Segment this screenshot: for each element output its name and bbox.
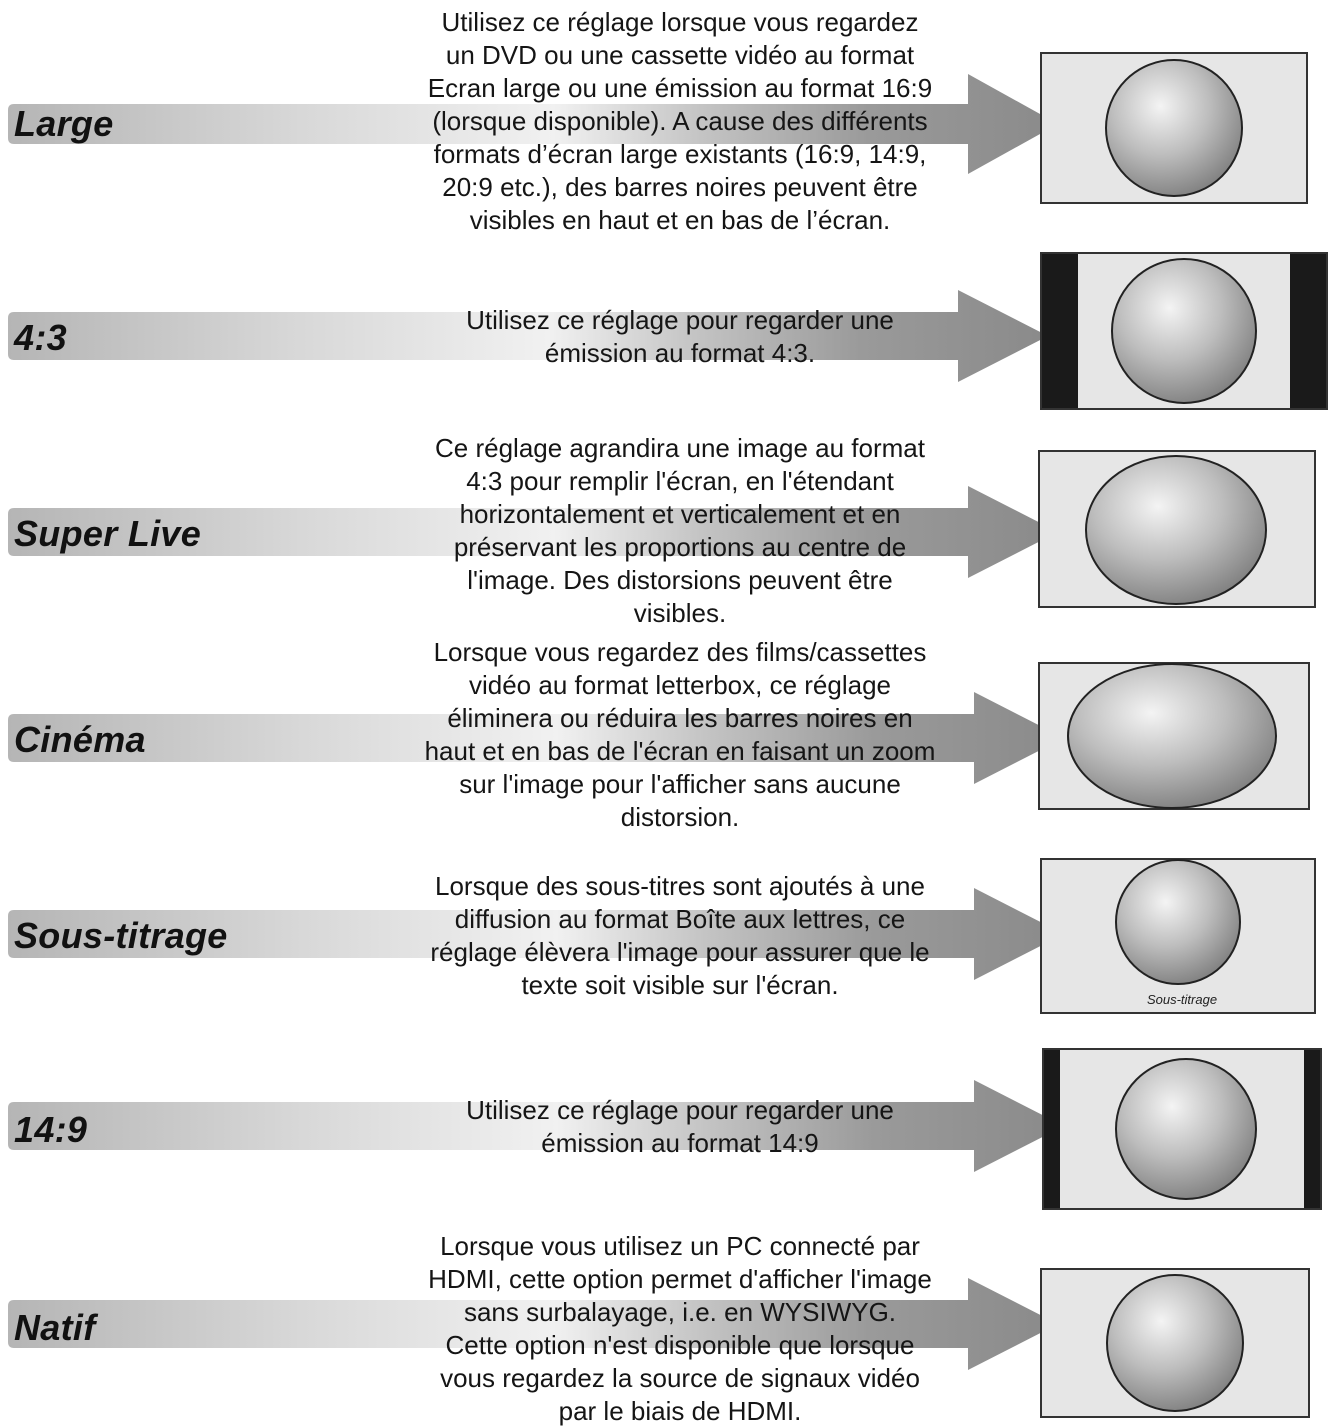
picture-circle-icon [1116, 1059, 1256, 1199]
picture-circle-icon [1112, 259, 1256, 403]
mode-label: Sous-titrage [14, 915, 228, 956]
mode-row-sous-titrage [0, 840, 1328, 1030]
mode-label: 4:3 [14, 317, 67, 358]
mode-row-4-3 [0, 240, 1328, 430]
mode-description: Utilisez ce réglage pour regarder une émission au format 4:3. [466, 305, 894, 368]
picture-circle-icon [1086, 456, 1266, 604]
mode-description: Utilisez ce réglage lorsque vous regardez un DVD ou une cassette vidéo au format Ecran large ou une émission au format 16:9 (lorsque disponible). A cause des différents formats d’écran large existants (16:9, 14:9, 20:9 etc.), des barres noires peuvent être visibles en haut et en bas de l’écran. [427, 7, 933, 235]
subtitle-caption: Sous-titrage [1146, 992, 1218, 1007]
screen-illustration-cinema [1038, 662, 1310, 810]
mode-label: Natif [14, 1307, 96, 1348]
mode-label: Large [14, 103, 114, 144]
mode-row-cinema [0, 637, 1328, 840]
picture-circle-icon [1068, 664, 1276, 808]
pillarbox-bar-right [1290, 252, 1328, 410]
pillarbox-bar-left [1042, 1048, 1060, 1210]
mode-row-natif [0, 1230, 1328, 1428]
screen-illustration-large [1040, 52, 1308, 204]
picture-circle-icon [1116, 860, 1240, 984]
screen-illustration-super-live [1038, 450, 1316, 608]
screen-illustration-sous-titrage [1040, 858, 1316, 1014]
screen-illustration-4-3 [1040, 252, 1328, 410]
picture-circle-icon [1106, 60, 1242, 196]
mode-label: Cinéma [14, 719, 146, 760]
mode-label: 14:9 [14, 1109, 88, 1150]
mode-description: Lorsque vous utilisez un PC connecté par HDMI, cette option permet d'afficher l'image sans surbalayage, i.e. en WYSIWYG. Cette option n'est disponible que lorsque vous regardez la source de signaux vidéo par le biais de HDMI. [428, 1231, 932, 1426]
mode-description: Lorsque vous regardez des films/cassettes vidéo au format letterbox, ce réglage éliminera ou réduira les barres noires en haut et en bas de l'écran en faisant un zoom sur l'image pour l'afficher sans aucune distorsion. [424, 637, 936, 832]
screen-illustration-14-9 [1042, 1048, 1322, 1210]
mode-row-large [0, 0, 1328, 240]
pillarbox-bar-right [1304, 1048, 1322, 1210]
mode-description: Ce réglage agrandira une image au format 4:3 pour remplir l'écran, en l'étendant horizontalement et verticalement et en préservant les proportions au centre de l'image. Des distorsions peuvent être visibles. [435, 433, 925, 628]
picture-circle-icon [1107, 1275, 1243, 1411]
mode-description: Lorsque des sous-titres sont ajoutés à une diffusion au format Boîte aux lettres, ce réglage élèvera l'image pour assurer que le texte soit visible sur l'écran. [430, 871, 930, 1000]
mode-row-super-live [0, 430, 1328, 640]
mode-label: Super Live [14, 513, 202, 554]
pillarbox-bar-left [1040, 252, 1078, 410]
mode-row-14-9 [0, 1030, 1328, 1230]
screen-illustration-natif [1040, 1268, 1310, 1418]
mode-description: Utilisez ce réglage pour regarder une émission au format 14:9 [466, 1095, 894, 1158]
